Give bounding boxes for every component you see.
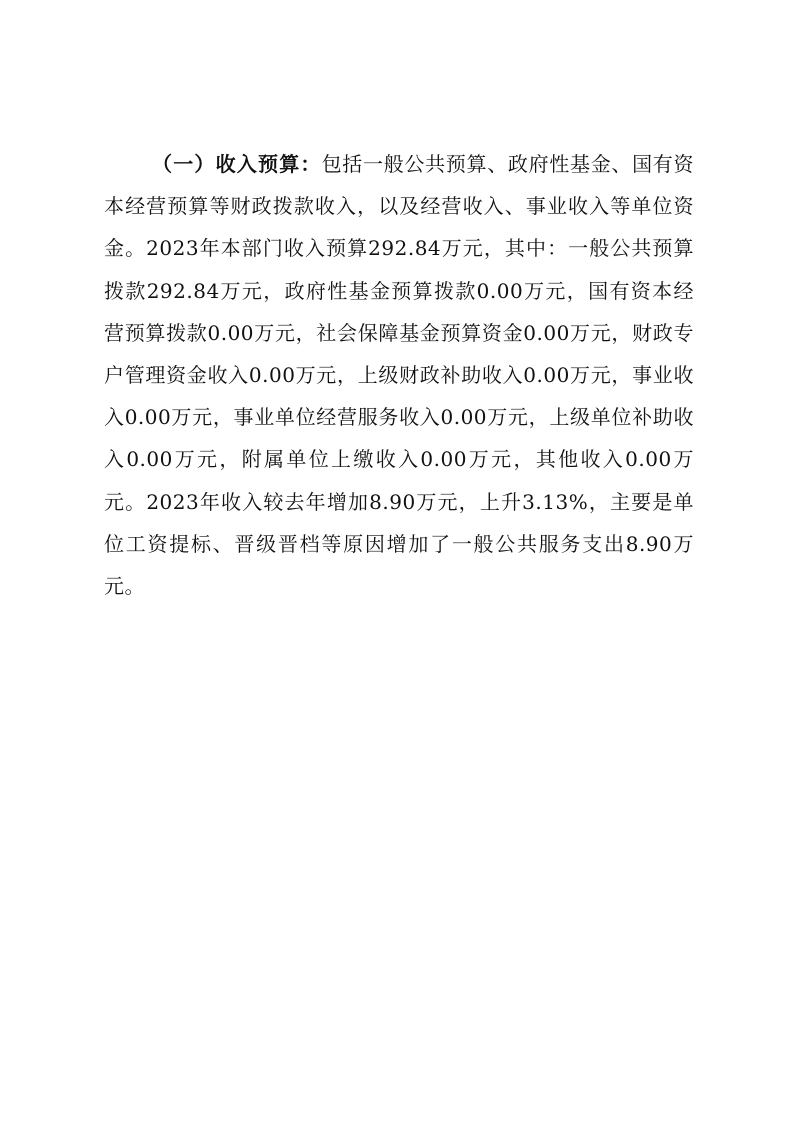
section-heading: （一）收入预算： [152,152,322,176]
section-body: 包括一般公共预算、政府性基金、国有资本经营预算等财政拨款收入，以及经营收入、事业收入等单位资金。2023年本部门收入预算292.84万元，其中：一般公共预算拨款292.84万元，政府性基金预算拨款0.00万元，国有资本经营预算拨款0.00万元，社会保障基金预算资金0.00万元，财政专户管理资金收入0.00万元，上级财政补助收入0.00万元，事业收入0.00万元，事业单位经营服务收入0.00万元，上级单位补助收入0.00万元，附属单位上缴收入0.00万元，其他收入0.00万元。2023年收入较去年增加8.90万元，上升3.13%，主要是单位工资提标、晋级晋档等原因增加了一般公共服务支出8.90万元。 [104,152,695,599]
income-budget-paragraph [104,143,694,607]
